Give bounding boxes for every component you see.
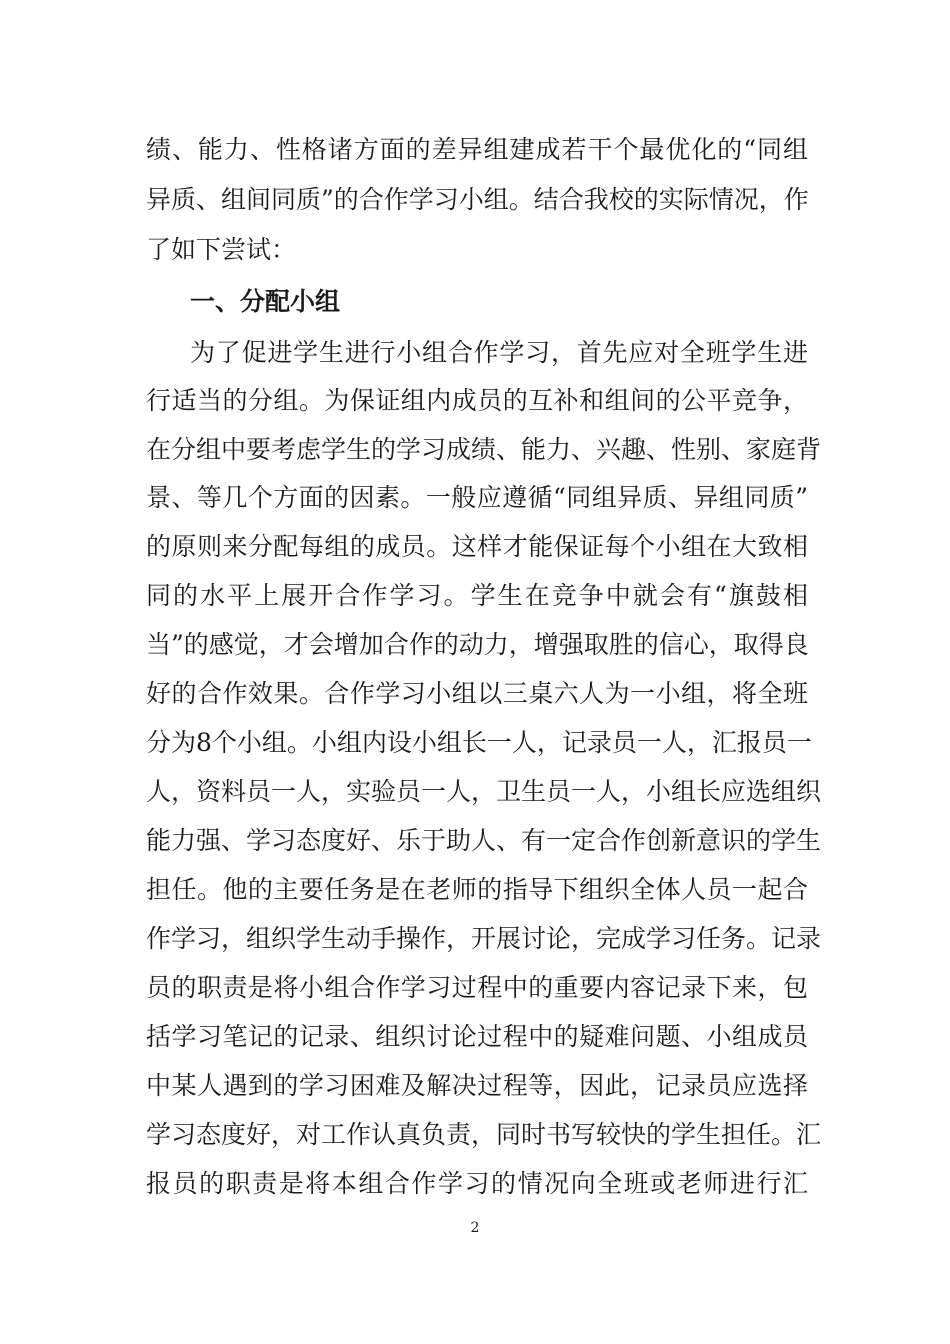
paragraph-line: 为了促进学生进行小组合作学习，首先应对全班学生进: [190, 338, 808, 367]
paragraph-line: 在分组中要考虑学生的学习成绩、能力、兴趣、性别、家庭背: [146, 435, 822, 464]
paragraph-line: 的原则来分配每组的成员。这样才能保证每个小组在大致相: [146, 532, 808, 561]
paragraph-line: 中某人遇到的学习困难及解决过程等，因此，记录员应选择: [146, 1071, 808, 1100]
paragraph-line: 担任。他的主要任务是在老师的指导下组织全体人员一起合: [146, 875, 808, 904]
paragraph-line: 当”的感觉，才会增加合作的动力，增强取胜的信心，取得良: [146, 630, 809, 659]
section-heading: 一、分配小组: [190, 287, 341, 316]
paragraph-line: 分为8个小组。小组内设小组长一人，记录员一人，汇报员一: [146, 728, 812, 757]
paragraph-line: 景、等几个方面的因素。一般应遵循“同组异质、异组同质”: [146, 483, 808, 512]
paragraph-line: 报员的职责是将本组合作学习的情况向全班或老师进行汇: [146, 1169, 808, 1198]
paragraph-line: 了如下尝试：: [146, 235, 297, 264]
paragraph-line: 学习态度好，对工作认真负责，同时书写较快的学生担任。汇: [146, 1120, 822, 1149]
paragraph-line: 同的水平上展开合作学习。学生在竞争中就会有“旗鼓相: [146, 581, 808, 610]
page-number: 2: [470, 1220, 480, 1236]
paragraph-line: 能力强、学习态度好、乐于助人、有一定合作创新意识的学生: [146, 826, 822, 855]
paragraph-line: 绩、能力、性格诸方面的差异组建成若干个最优化的“同组: [146, 135, 808, 164]
paragraph-line: 异质、组间同质”的合作学习小组。结合我校的实际情况，作: [146, 185, 809, 214]
paragraph-line: 人，资料员一人，实验员一人，卫生员一人，小组长应选组织: [146, 777, 822, 806]
paragraph-line: 员的职责是将小组合作学习过程中的重要内容记录下来，包: [146, 973, 808, 1002]
paragraph-line: 括学习笔记的记录、组织讨论过程中的疑难问题、小组成员: [146, 1022, 808, 1051]
paragraph-line: 行适当的分组。为保证组内成员的互补和组间的公平竞争，: [146, 386, 808, 415]
paragraph-line: 好的合作效果。合作学习小组以三桌六人为一小组，将全班: [146, 679, 808, 708]
paragraph-line: 作学习，组织学生动手操作，开展讨论，完成学习任务。记录: [146, 924, 822, 953]
